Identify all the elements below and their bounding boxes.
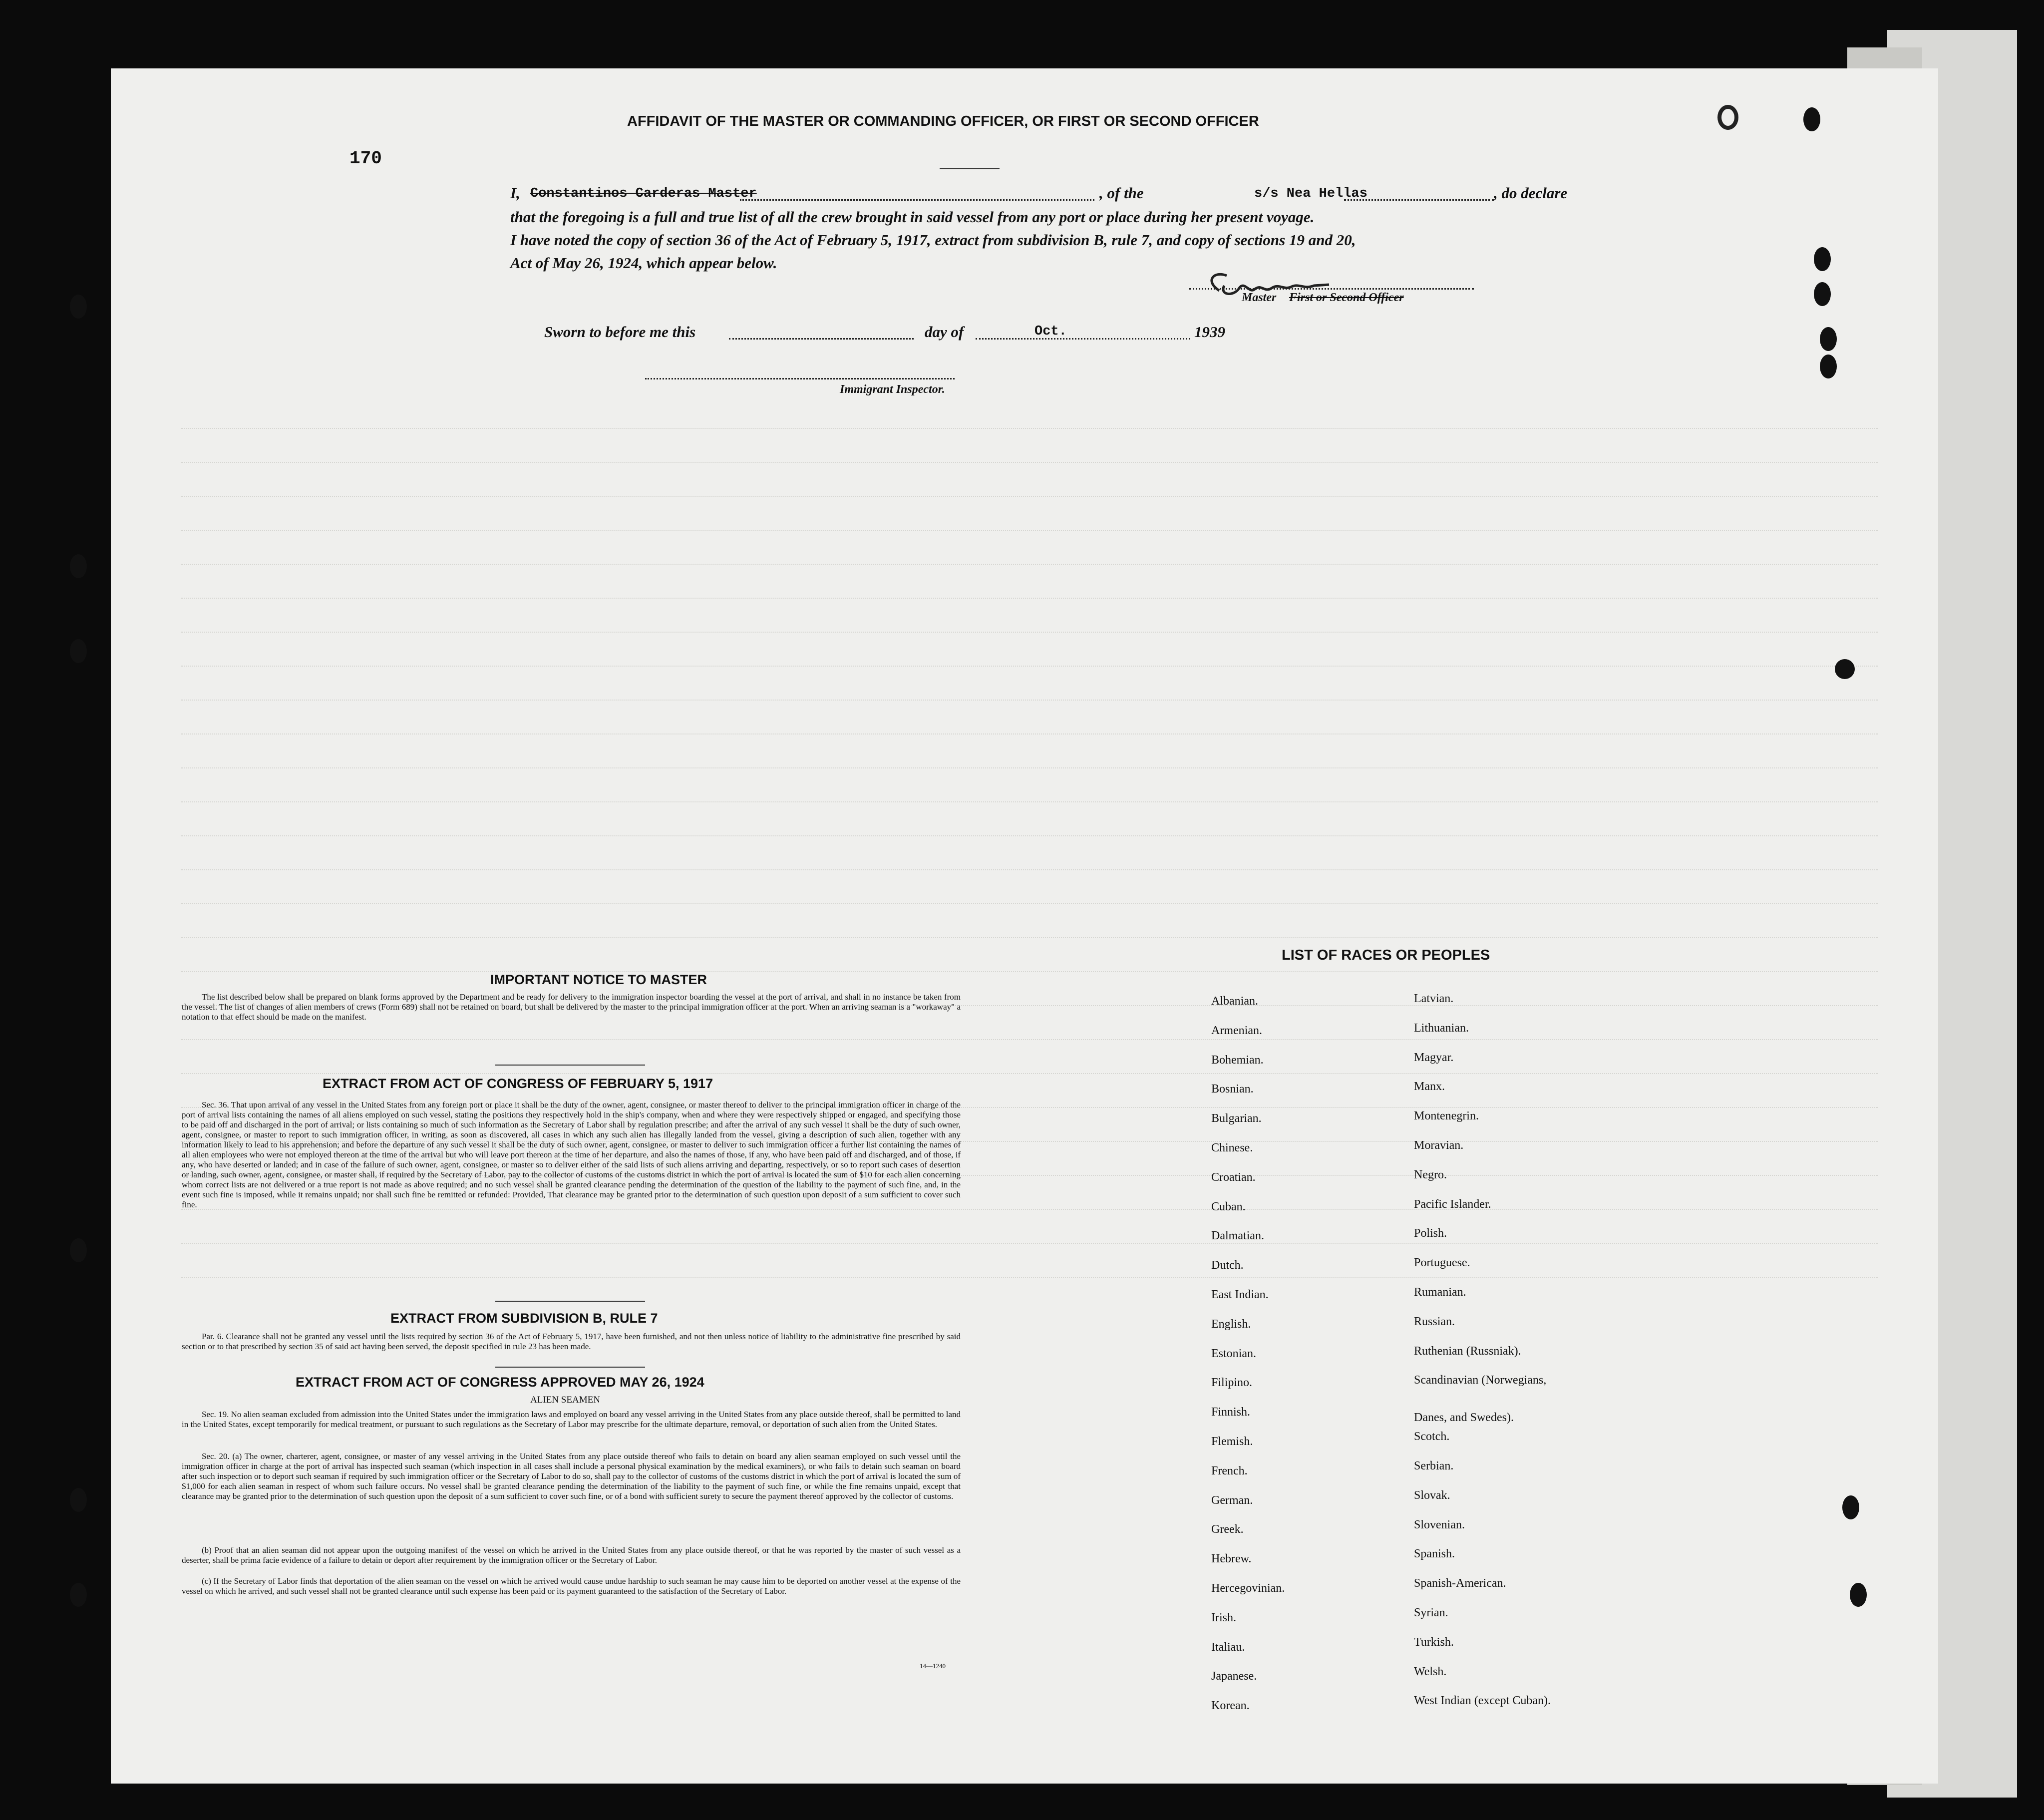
notice-body: The list described below shall be prepared on blank forms approved by the Department and be ready for delivery to the immigration inspector boarding the vessel at the port of arrival, and shall in no instance be taken from the vessel. The list of changes of alien members of crews (Form 689) shall not be retained on board, but shall be delivered by the master to the principal immigration officer at the port. When an arriving seaman is a "workaway" a notation to that effect should be made on the manifest. xyxy=(182,992,961,1022)
notice-title: IMPORTANT NOTICE TO MASTER xyxy=(490,972,707,987)
race-item: Welsh. xyxy=(1414,1665,1447,1678)
race-item: Croatian. xyxy=(1211,1170,1256,1184)
ghost-row xyxy=(181,588,1878,599)
inspector-caption: Immigrant Inspector. xyxy=(840,383,945,396)
race-item: Lithuanian. xyxy=(1414,1021,1469,1035)
ghost-row xyxy=(181,486,1878,497)
race-item: Danes, and Swedes). xyxy=(1414,1411,1514,1425)
extract-1917-body: Sec. 36. That upon arrival of any vessel in the United States from any foreign port or place it shall be the duty of the owner, agent, consignee, or master thereof to deliver to the principal immigration officer in charge of the port of arrival lists containing the names of all aliens employed on such vessel, stating the positions they respectively hold in the ship's company, when and where they were respectively shipped or engaged, and specifying those to be paid off and discharged in the port of arrival; or lists containing so much of such information as the Secretary of Labor shall by regulation prescribe; and after the arrival of any such vessel it shall be the duty of such owner, agent, consignee, or master to report to such immigration officer, in writing, as soon as discovered, all cases in which any such alien has illegally landed from the vessel, giving a description of such alien, together with any information likely to lead to his apprehension; and before the departure of any such vessel it shall be the duty of such owner, agent, consignee, or master to deliver to such immigration officer a further list containing the names of all alien employees who were not employed thereon at the time of the arrival but who will leave port thereon at the time of her departure, and also the names of those, if any, who have been paid off and discharged, and of those, if any, who have deserted or landed; and in case of the failure of such owner, agent, consignee, or master so to deliver either of the said lists of such aliens arriving and departing, respectively, or so to report such cases of desertion or landing, such owner, agent, consignee, or master shall, if required by the Secretary of Labor, pay to the collector of customs of the customs district in which the port of arrival is located the sum of $10 for each alien concerning whom correct lists are not delivered or a true report is not made as above required; and no such vessel shall be granted clearance pending the determination of the question of the liability to the payment of such fine, and, in the event such fine is imposed, while it remains unpaid; nor shall such fine be remitted or refunded: Provided, That clearance may be granted prior to the determination of such question upon deposit of a sum sufficient to cover such fine. xyxy=(182,1100,961,1209)
form-code: 14—1240 xyxy=(920,1662,946,1670)
binder-hole xyxy=(1850,1583,1867,1607)
race-item: Korean. xyxy=(1211,1699,1250,1713)
ghost-row xyxy=(181,690,1878,701)
race-item: Filipino. xyxy=(1211,1376,1253,1390)
race-item: Bosnian. xyxy=(1211,1083,1254,1096)
binder-hole xyxy=(70,1583,87,1607)
race-item: West Indian (except Cuban). xyxy=(1414,1694,1551,1708)
ghost-row xyxy=(181,859,1878,870)
ghost-row xyxy=(181,825,1878,836)
binder-hole xyxy=(1803,107,1820,131)
day-of-label: day of xyxy=(925,323,964,341)
master-name-dotline xyxy=(740,199,1094,201)
race-item: Estonian. xyxy=(1211,1347,1256,1360)
binder-hole xyxy=(1814,282,1831,306)
ghost-row xyxy=(181,1233,1878,1244)
ghost-row xyxy=(181,520,1878,531)
binder-hole xyxy=(1842,1495,1859,1519)
binder-hole xyxy=(1717,105,1738,130)
sworn-month: Oct. xyxy=(1034,324,1067,339)
extract-1924-subtitle: ALIEN SEAMEN xyxy=(530,1395,600,1405)
binder-hole xyxy=(70,639,87,663)
master-name: Constantinos Carderas Master xyxy=(530,186,757,201)
sec20a-body: Sec. 20. (a) The owner, charterer, agent, consignee, or master of any vessel arriving in the United States from any place outside thereof who fails to detain on board any alien seaman employed on such vessel until the immigration officer in charge at the port of arrival has inspected such seaman (which inspection in all cases shall include a personal physical examination by the medical examiners), or who fails to detain such seaman on board after such inspection or to deport such seaman if required by such immigration officer or the Secretary of Labor to do so, shall pay to the collector of customs of the customs district in which the port of arrival is located the sum of $1,000 for each alien seaman in respect of whom such failure occurs. No vessel shall be granted clearance pending the determination of the liability to the payment of such fine, or while the fine remains unpaid, except that clearance may be granted prior to the determination of such question upon the deposit of a sum sufficient to cover such fine, or of a bond with sufficient surety to secure the payment thereof approved by the collector of customs. xyxy=(182,1452,961,1501)
vessel-name: s/s Nea Hellas xyxy=(1254,186,1367,201)
race-item: Latvian. xyxy=(1414,992,1454,1005)
race-item: Scotch. xyxy=(1414,1430,1450,1444)
do-declare-label: , do declare xyxy=(1494,184,1568,202)
race-item: Dalmatian. xyxy=(1211,1229,1264,1243)
ghost-row xyxy=(181,418,1878,429)
race-item: Pacific Islander. xyxy=(1414,1197,1491,1211)
inspector-dotline xyxy=(645,378,955,379)
ghost-row xyxy=(181,452,1878,463)
sworn-month-dotline xyxy=(976,338,1190,340)
sec20b-body: (b) Proof that an alien seaman did not appear upon the outgoing manifest of the vessel on which he arrived in the United States from any place outside thereof, or that he was reported by the master of such vessel as a deserter, shall be prima facie evidence of a failure to detain or deport after requirement by the immigration officer or the Secretary of Labor. xyxy=(182,1545,961,1565)
race-item: Russian. xyxy=(1414,1315,1455,1328)
race-item: Slovenian. xyxy=(1414,1518,1465,1531)
ghost-row xyxy=(181,757,1878,768)
vessel-dotline xyxy=(1344,199,1494,201)
ghost-row xyxy=(181,1029,1878,1040)
title-underline xyxy=(940,168,1000,169)
sworn-day-dotline xyxy=(729,338,914,340)
binder-hole xyxy=(70,295,87,319)
race-item: East Indian. xyxy=(1211,1288,1269,1301)
ghost-row xyxy=(181,724,1878,734)
ghost-row xyxy=(181,622,1878,633)
binder-hole xyxy=(70,1488,87,1512)
race-item: Bulgarian. xyxy=(1211,1112,1262,1125)
sec20c-body: (c) If the Secretary of Labor finds that deportation of the alien seaman on the vessel on which he arrived would cause undue hardship to such seaman he may cause him to be deported on another vessel at the expense of the vessel on which he arrived, and such vessel shall not be granted clearance until such expense has been paid or its payment guaranteed to the satisfaction of the Secretary of Labor. xyxy=(182,1576,961,1596)
sworn-label: Sworn to before me this xyxy=(544,323,696,341)
race-item: Bohemian. xyxy=(1211,1053,1264,1067)
binder-hole xyxy=(70,1238,87,1262)
binder-hole xyxy=(1820,327,1837,351)
race-item: Scandinavian (Norwegians, xyxy=(1414,1374,1547,1387)
affidavit-title: AFFIDAVIT OF THE MASTER OR COMMANDING OFFICER, OR FIRST OR SECOND OFFICER xyxy=(627,113,1259,129)
binder-hole xyxy=(1820,355,1837,378)
binder-hole xyxy=(1835,659,1855,679)
race-item: Magyar. xyxy=(1414,1051,1454,1064)
race-item: Rumanian. xyxy=(1414,1286,1466,1299)
race-item: Spanish-American. xyxy=(1414,1577,1506,1590)
race-item: Turkish. xyxy=(1414,1635,1454,1649)
section-divider-1 xyxy=(495,1065,645,1066)
race-item: Negro. xyxy=(1414,1168,1447,1181)
signature-dotline xyxy=(1189,288,1474,290)
race-item: Flemish. xyxy=(1211,1435,1253,1448)
races-title: LIST OF RACES OR PEOPLES xyxy=(1282,947,1490,963)
extract-1924-title: EXTRACT FROM ACT OF CONGRESS APPROVED MAY 26, 1924 xyxy=(296,1375,704,1390)
race-item: Albanian. xyxy=(1211,995,1258,1008)
race-item: Moravian. xyxy=(1414,1139,1464,1152)
stamp-number: 170 xyxy=(349,148,382,169)
affidavit-line3: I have noted the copy of section 36 of the Act of February 5, 1917, extract from subdivision B, rule 7, and copy of sections 19 and 20, xyxy=(510,231,1356,249)
manifest-page xyxy=(111,68,1938,1784)
race-item: Chinese. xyxy=(1211,1141,1253,1154)
rule7-title: EXTRACT FROM SUBDIVISION B, RULE 7 xyxy=(390,1311,658,1326)
sec19-body: Sec. 19. No alien seaman excluded from admission into the United States under the immigration laws and employed on board any vessel arriving in the United States from any place outside thereof, shall be permitted to land in the United States, except temporarily for medical treatment, or pursuant to such regulations as the Secretary of Labor may prescribe for the ultimate departure, removal, or deportation of such alien from the United States. xyxy=(182,1410,961,1429)
affidavit-line4: Act of May 26, 1924, which appear below. xyxy=(510,254,777,272)
race-item: Greek. xyxy=(1211,1523,1244,1536)
extract-1917-title: EXTRACT FROM ACT OF CONGRESS OF FEBRUARY 5, 1917 xyxy=(323,1076,713,1091)
ghost-row xyxy=(181,656,1878,667)
race-item: Syrian. xyxy=(1414,1606,1448,1619)
race-item: Montenegrin. xyxy=(1414,1109,1479,1123)
ghost-row xyxy=(181,1063,1878,1074)
binder-hole xyxy=(1814,247,1831,271)
race-item: Dutch. xyxy=(1211,1259,1244,1272)
ghost-row xyxy=(181,961,1878,972)
race-item: Hebrew. xyxy=(1211,1552,1252,1566)
race-item: French. xyxy=(1211,1464,1248,1477)
race-item: Manx. xyxy=(1414,1080,1445,1093)
sworn-year: 1939 xyxy=(1194,323,1225,341)
race-item: Finnish. xyxy=(1211,1406,1251,1419)
race-item: Cuban. xyxy=(1211,1200,1246,1213)
race-item: Ruthenian (Russniak). xyxy=(1414,1344,1521,1358)
section-divider-2 xyxy=(495,1301,645,1302)
race-item: Serbian. xyxy=(1414,1459,1454,1472)
race-item: English. xyxy=(1211,1317,1251,1331)
binder-hole xyxy=(70,554,87,578)
race-item: Polish. xyxy=(1414,1227,1447,1240)
affidavit-i: I, xyxy=(510,184,520,202)
ghost-row xyxy=(181,927,1878,938)
rule7-body: Par. 6. Clearance shall not be granted any vessel until the lists required by section 36 of the Act of February 5, 1917, have been furnished, and not then unless notice of liability to the administrative fine prescribed by said section or to that prescribed by section 35 of said act having been served, the deposit specified in rule 23 has been made. xyxy=(182,1332,961,1351)
of-the-label: , of the xyxy=(1099,184,1144,202)
section-divider-3 xyxy=(495,1367,645,1368)
ghost-row xyxy=(181,554,1878,565)
race-item: Armenian. xyxy=(1211,1024,1262,1037)
caption-master: Master xyxy=(1242,291,1277,304)
race-item: Spanish. xyxy=(1414,1547,1455,1561)
race-item: Japanese. xyxy=(1211,1670,1257,1683)
caption-struck-officer: First or Second Officer xyxy=(1289,291,1404,304)
race-item: Slovak. xyxy=(1414,1488,1450,1502)
race-item: German. xyxy=(1211,1493,1253,1507)
race-item: Italiau. xyxy=(1211,1640,1245,1654)
race-item: Irish. xyxy=(1211,1611,1236,1624)
ghost-row xyxy=(181,893,1878,904)
race-item: Hercegovinian. xyxy=(1211,1582,1285,1595)
affidavit-line2: that the foregoing is a full and true list of all the crew brought in said vessel from any port or place during her present voyage. xyxy=(510,208,1315,226)
ghost-row xyxy=(181,791,1878,802)
ghost-row xyxy=(181,1267,1878,1278)
race-item: Portuguese. xyxy=(1414,1256,1470,1270)
